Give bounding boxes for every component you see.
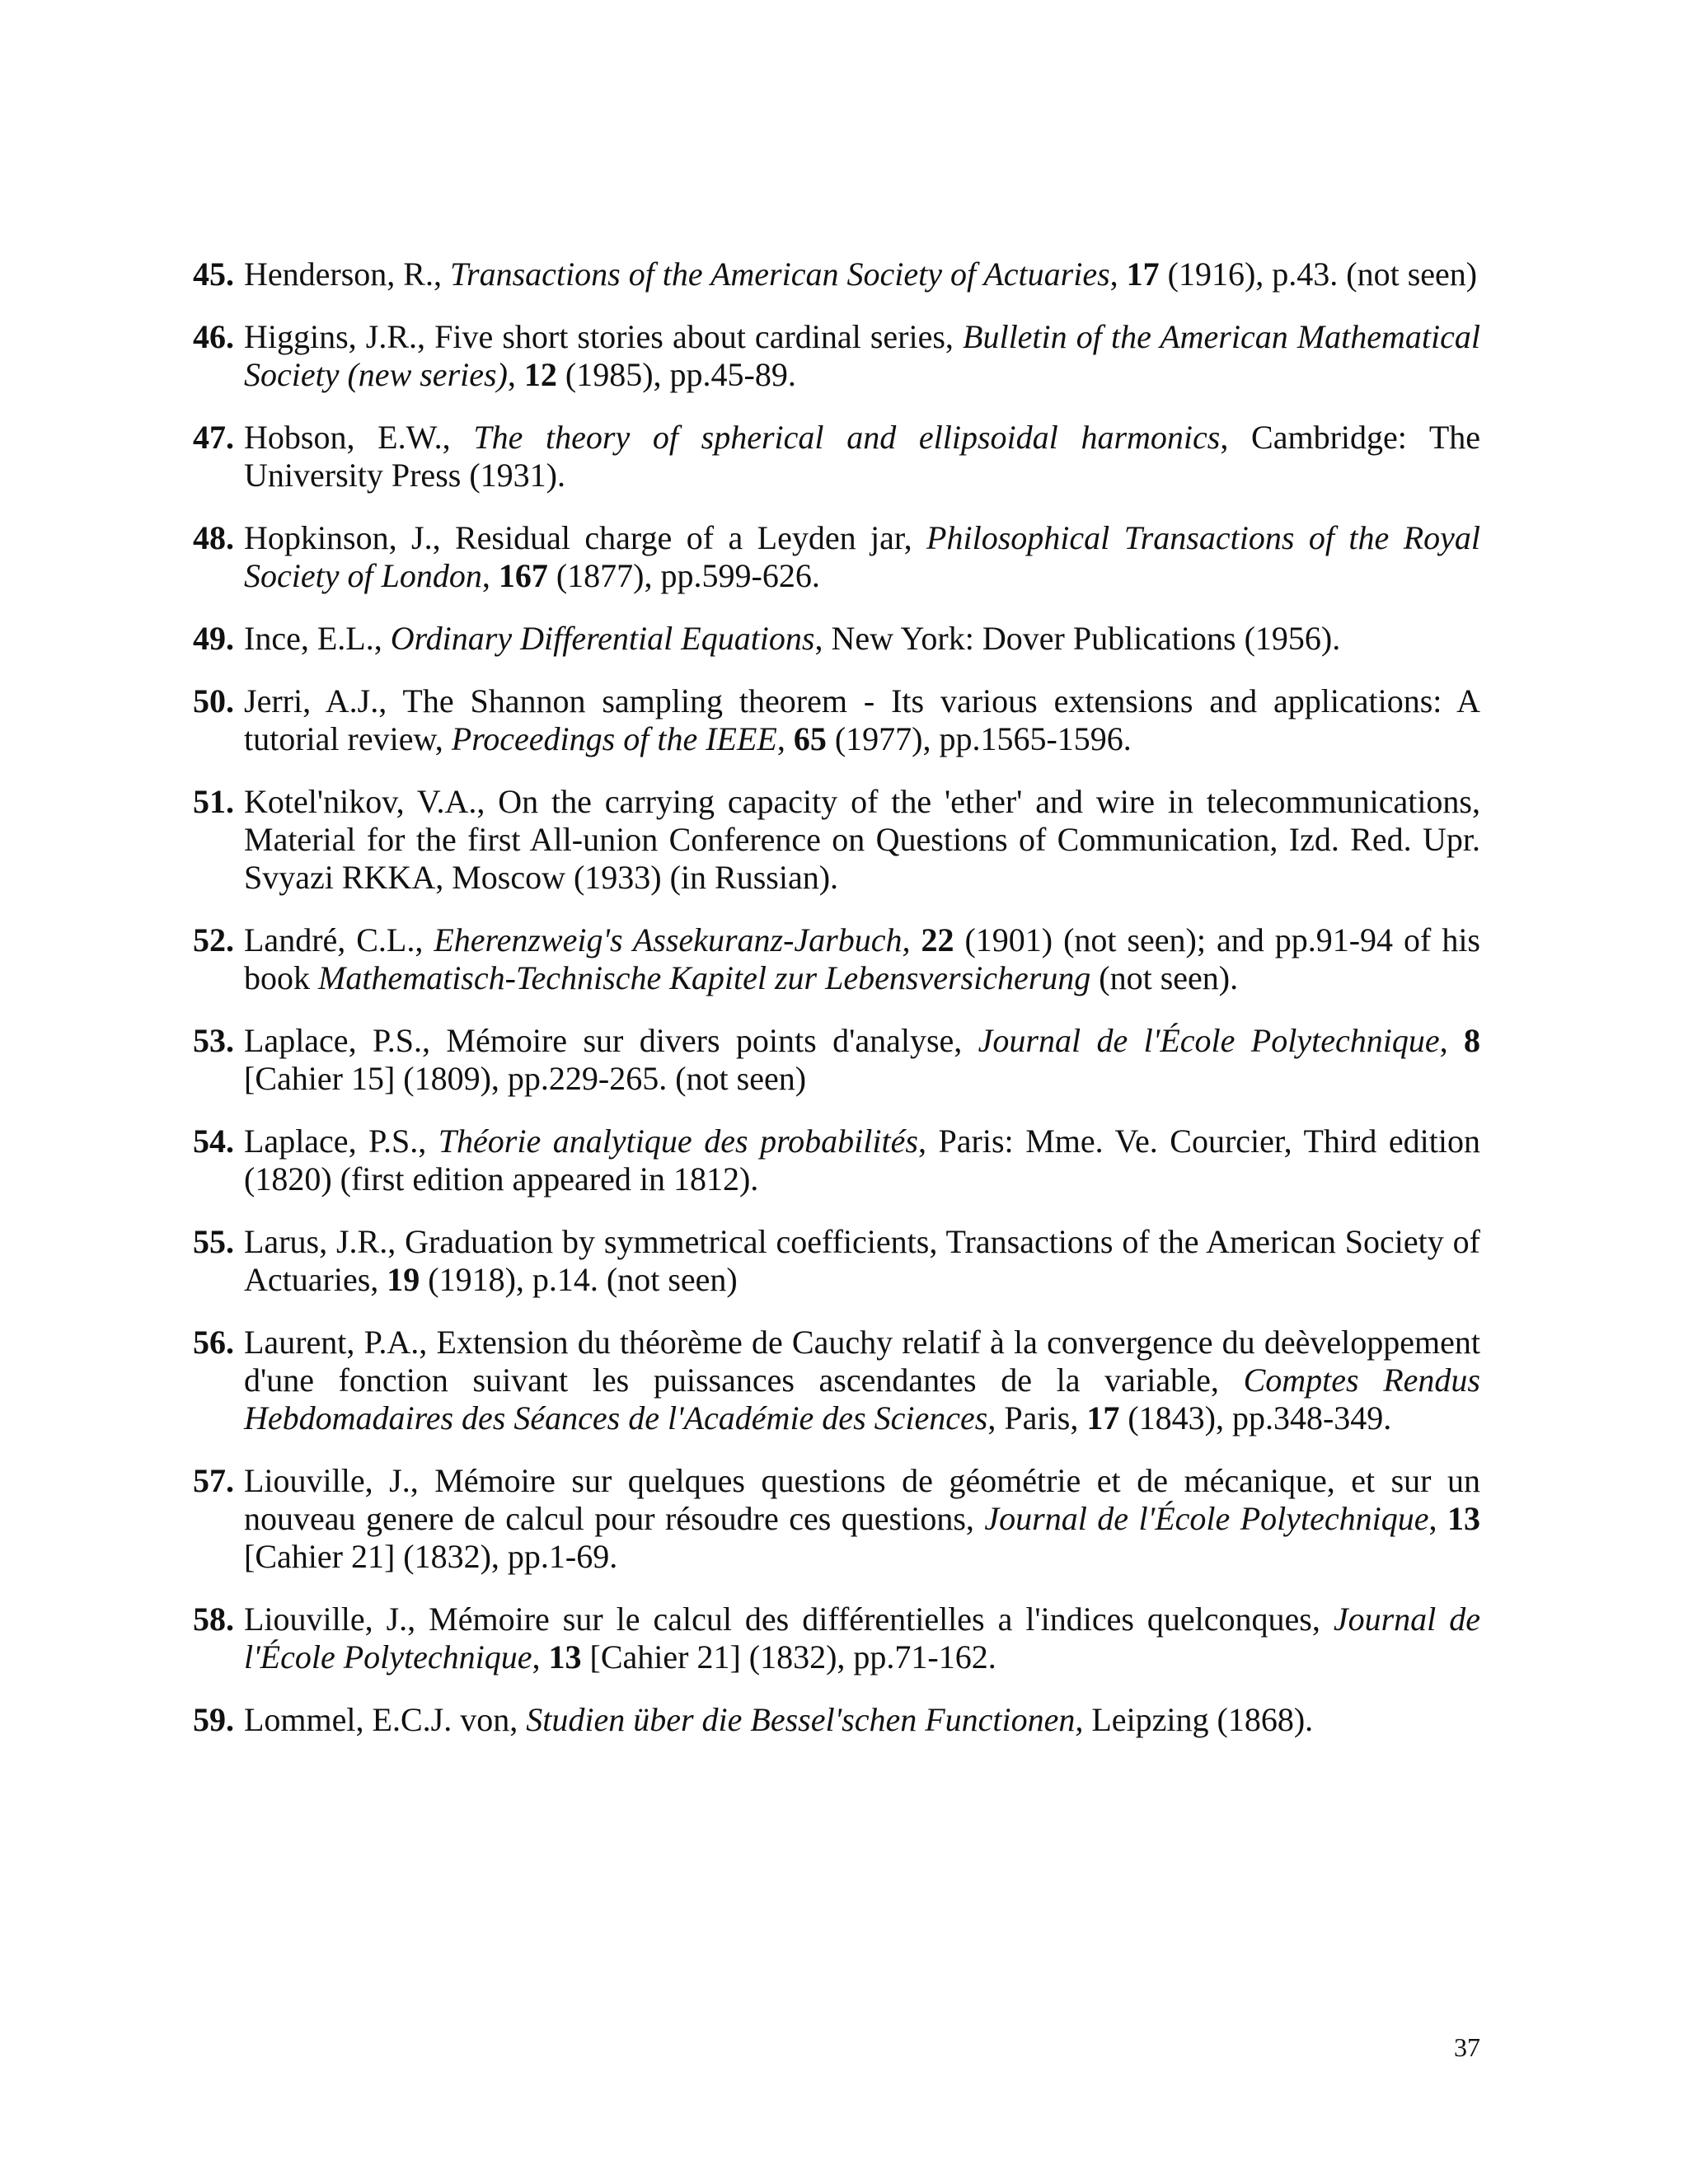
italic-title: Bulletin of the American Mathematical Society (new series) (244, 318, 1480, 393)
volume-number: 19 (387, 1261, 420, 1298)
reference-text (244, 1223, 1480, 1298)
reference-segment: Liouville, J., Mémoire sur quelques questions de géométrie et de mécanique, et sur un nouveau genere de calcul pour résoudre ces questions, (244, 1462, 1480, 1537)
reference-segment: Landré, C.L., (244, 921, 434, 958)
reference-number: 55. (193, 1223, 234, 1260)
reference-segment: , (1428, 1500, 1448, 1537)
reference-entry (193, 1701, 1480, 1739)
italic-title: Journal de l'École Polytechnique (978, 1022, 1440, 1059)
reference-segment: , (1439, 1022, 1464, 1059)
reference-segment: Hopkinson, J., Residual charge of a Leyden jar, (244, 519, 927, 556)
reference-segment: Henderson, R., (244, 255, 450, 293)
reference-entry (193, 1462, 1480, 1576)
reference-number: 57. (193, 1462, 234, 1499)
italic-title: Philosophical Transactions of the Royal Society of London (244, 519, 1480, 594)
italic-title: Proceedings of the IEEE (451, 720, 777, 757)
reference-number: 50. (193, 682, 234, 719)
reference-text (244, 419, 1480, 494)
reference-entry (193, 783, 1480, 897)
reference-list (193, 231, 1480, 1739)
reference-segment: (1843), pp.348-349. (1119, 1399, 1392, 1436)
reference-segment: , (481, 557, 499, 594)
italic-title: Comptes Rendus Hebdomadaires des Séances de l'Académie des Sciences (244, 1361, 1480, 1436)
reference-segment: (1985), pp.45-89. (556, 356, 796, 393)
volume-number: 12 (523, 356, 557, 393)
reference-number: 52. (193, 921, 234, 958)
reference-entry (193, 1022, 1480, 1098)
reference-entry (193, 1223, 1480, 1299)
reference-number: 45. (193, 255, 234, 293)
volume-number: 13 (548, 1638, 582, 1675)
reference-entry (193, 1122, 1480, 1198)
reference-text (244, 519, 1480, 594)
reference-segment: Leipzing (1868). (1083, 1701, 1314, 1738)
italic-title: The theory of spherical and ellipsoidal harmonics (473, 419, 1221, 456)
reference-text (244, 255, 1477, 293)
reference-entry (193, 1601, 1480, 1676)
italic-title: Mathematisch-Technische Kapitel zur Lebensversicherung (318, 959, 1091, 996)
reference-text (244, 1324, 1480, 1436)
italic-title: Ordinary Differential Equations (390, 620, 815, 657)
reference-segment: Hobson, E.W., (244, 419, 474, 456)
reference-segment: (1901) (not seen); and pp.91-94 of his book (244, 921, 1480, 996)
reference-segment: (1918), p.14. (not seen) (420, 1261, 738, 1298)
volume-number: 17 (1086, 1399, 1120, 1436)
page-number: 37 (1454, 2032, 1480, 2062)
reference-text (244, 1462, 1480, 1575)
reference-number: 47. (193, 419, 234, 456)
reference-segment: Kotel'nikov, V.A., On the carrying capacity of the 'ether' and wire in telecommunications, Material for the first All-union Conference on Questions of Communication, Izd. Red. Upr. Svyazi RKKA, Moscow (1933) (in Russian). (244, 783, 1480, 896)
italic-title: Studien über die Bessel'schen Functionen, (526, 1701, 1084, 1738)
reference-segment: (1916), p.43. (not seen) (1159, 255, 1478, 293)
volume-number: 13 (1447, 1500, 1481, 1537)
reference-segment: (1977), pp.1565-1596. (826, 720, 1132, 757)
reference-entry (193, 620, 1480, 658)
reference-segment: [Cahier 15] (1809), pp.229-265. (not seen) (244, 1060, 807, 1097)
reference-number: 49. (193, 620, 234, 657)
reference-segment: [Cahier 21] (1832), pp.71-162. (581, 1638, 996, 1675)
reference-segment: , Paris, (987, 1399, 1087, 1436)
reference-text (244, 620, 1340, 657)
reference-entry (193, 255, 1480, 293)
reference-segment: , (507, 356, 524, 393)
italic-title: Transactions of the American Society of Actuaries (449, 255, 1110, 293)
reference-number: 54. (193, 1122, 234, 1160)
reference-segment: , Cambridge: The University Press (1931). (244, 419, 1481, 494)
reference-segment: [Cahier 21] (1832), pp.1-69. (244, 1538, 618, 1575)
reference-segment: Laplace, P.S., (244, 1122, 438, 1160)
italic-title: Journal de l'École Polytechnique (244, 1601, 1481, 1675)
reference-text (244, 1022, 1480, 1097)
reference-entry (193, 682, 1480, 758)
volume-number: 167 (498, 557, 548, 594)
italic-title: Théorie analytique des probabilités (438, 1122, 918, 1160)
reference-segment: Lommel, E.C.J. von, (244, 1701, 527, 1738)
volume-number: 65 (793, 720, 827, 757)
reference-segment: , (776, 720, 794, 757)
italic-title: Eherenzweig's Assekuranz-Jarbuch, (434, 921, 911, 958)
reference-number: 59. (193, 1701, 234, 1738)
reference-text (244, 783, 1480, 896)
reference-entry (193, 519, 1480, 595)
reference-number: 56. (193, 1324, 234, 1361)
reference-number: 53. (193, 1022, 234, 1059)
reference-segment: Ince, E.L., (244, 620, 391, 657)
reference-number: 58. (193, 1601, 234, 1638)
reference-text (244, 921, 1480, 996)
reference-segment: , (1109, 255, 1127, 293)
italic-title: Journal de l'École Polytechnique (984, 1500, 1429, 1537)
reference-segment: Higgins, J.R., Five short stories about cardinal series, (244, 318, 964, 355)
volume-number: 8 (1464, 1022, 1480, 1059)
volume-number: 17 (1126, 255, 1160, 293)
reference-number: 46. (193, 318, 234, 355)
reference-segment: Liouville, J., Mémoire sur le calcul des différentielles a l'indices quelconques, (244, 1601, 1334, 1638)
reference-entry (193, 318, 1480, 394)
reference-text (244, 1122, 1480, 1197)
reference-entry (193, 921, 1480, 997)
reference-text (244, 1701, 1313, 1738)
reference-text (244, 1601, 1480, 1675)
reference-segment: Laplace, P.S., Mémoire sur divers points d'analyse, (244, 1022, 978, 1059)
reference-number: 51. (193, 783, 234, 820)
reference-segment: , (532, 1638, 549, 1675)
reference-number: 48. (193, 519, 234, 556)
reference-segment: Laurent, P.A., Extension du théorème de Cauchy relatif à la convergence du deèveloppement d'une fonction suivant les puissances ascendantes de la variable, (244, 1324, 1480, 1399)
reference-entry (193, 419, 1480, 494)
reference-segment: Jerri, A.J., The Shannon sampling theorem - Its various extensions and applications: A tutorial review, (244, 682, 1480, 757)
reference-segment: , Paris: Mme. Ve. Courcier, Third edition (1820) (first edition appeared in 1812). (244, 1122, 1481, 1197)
reference-text (244, 318, 1480, 393)
reference-text (244, 682, 1480, 757)
volume-number: 22 (921, 921, 954, 958)
reference-segment: Larus, J.R., Graduation by symmetrical coefficients, Transactions of the American Society of Actuaries, (244, 1223, 1480, 1298)
reference-segment: , New York: Dover Publications (1956). (814, 620, 1341, 657)
reference-segment: (1877), pp.599-626. (547, 557, 820, 594)
reference-entry (193, 1324, 1480, 1437)
reference-segment: (not seen). (1090, 959, 1239, 996)
reference-segment (910, 921, 921, 958)
